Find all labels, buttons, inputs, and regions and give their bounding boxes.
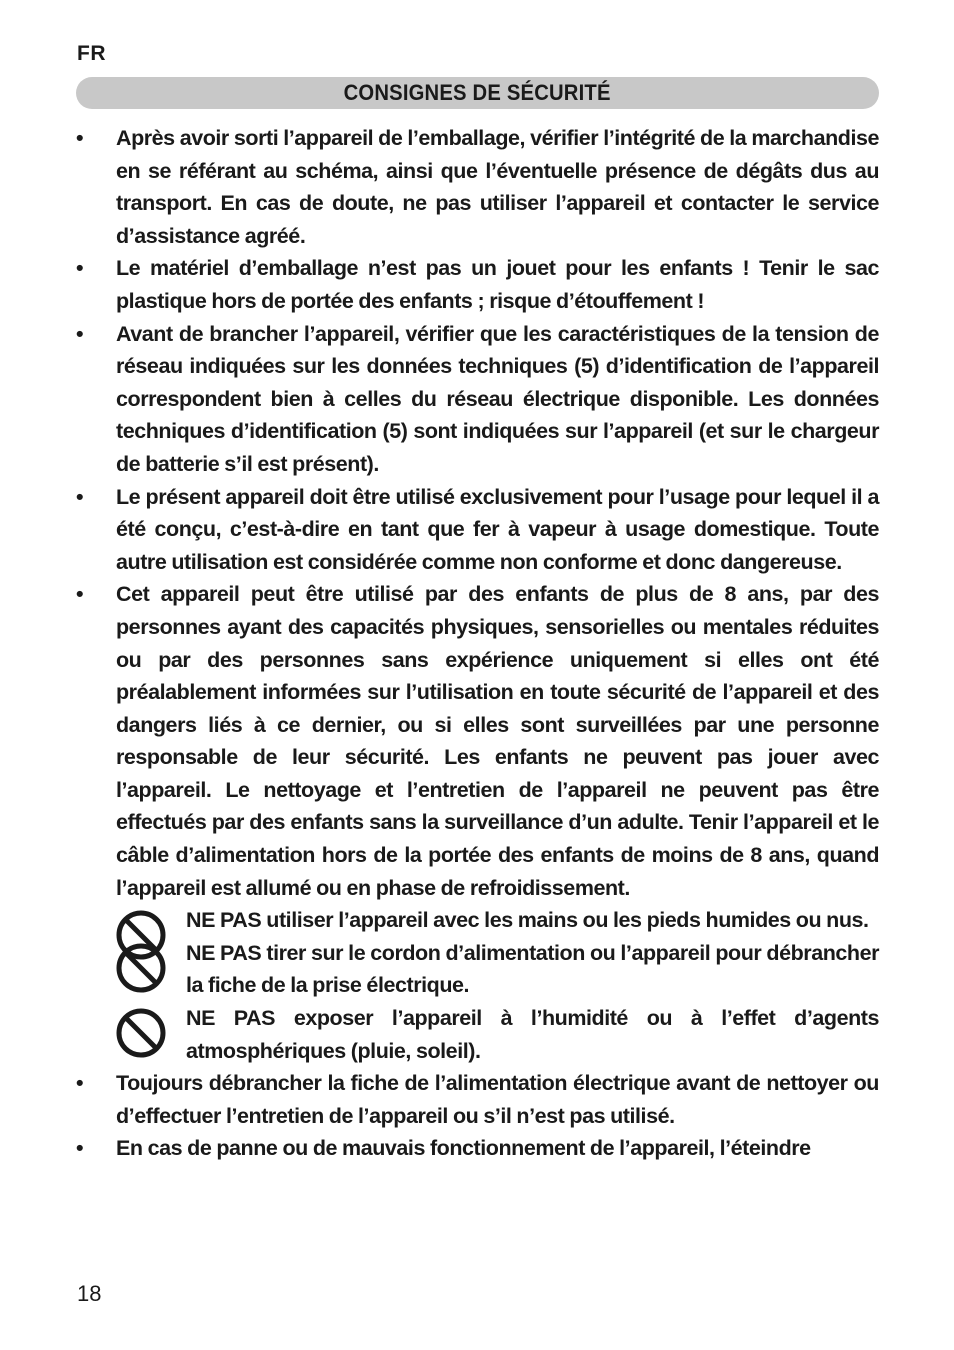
bullet-item (76, 481, 879, 579)
bullet-text: Avant de brancher l’appareil, vérifier que les caractéristiques de la tension de réseau indiquées sur les données techniques (5) d’identification de l’appareil correspondent bien à celles du réseau électrique disponible. Les données techniques d’identification (5) sont indiquées sur l’appareil (et sur le chargeur de batterie s’il est présent). (116, 321, 879, 476)
warning-text: NE PAS utiliser l’appareil avec les mains ou les pieds humides ou nus. (186, 908, 869, 933)
bullet-item (76, 252, 879, 317)
prohibition-icon (115, 942, 167, 994)
bullet-text: Le présent appareil doit être utilisé exclusivement pour l’usage pour lequel il a été conçu, c’est-à-dire en tant que fer à vapeur à usage domestique. Toute autre utilisation est considérée comme non conforme et donc dangereuse. (116, 484, 879, 574)
section-title-bar (76, 77, 879, 109)
bullet-text: Le matériel d’emballage n’est pas un jouet pour les enfants ! Tenir le sac plastique hors de portée des enfants ; risque d’étouffement ! (116, 256, 879, 313)
safety-instructions (76, 122, 879, 1165)
section-title: CONSIGNES DE SÉCURITÉ (343, 80, 612, 105)
warning-item (76, 1002, 879, 1067)
bullet-text: Après avoir sorti l’appareil de l’emballage, vérifier l’intégrité de la marchandise en se référant au schéma, ainsi que l’éventuelle présence de dégâts dus au transport. En cas de doute, ne pas utiliser l’appareil et contacter le service d’assistance agréé. (116, 126, 880, 248)
bullet-marker: • (76, 582, 84, 607)
bullet-text: Cet appareil peut être utilisé par des enfants de plus de 8 ans, par des personnes ayant des capacités physiques, sensorielles ou mentales réduites ou par des personnes sans expérience uniquement si elles ont été préalablement informées sur l’utilisation en toute sécurité de l’appareil et des dangers liés à ce dernier, ou si elles sont surveillées par une personne responsable de leur sécurité. Les enfants ne peuvent pas jouer avec l’appareil. Le nettoyage et l’entretien de l’appareil ne peuvent pas être effectués par des enfants sans la surveillance d’un adulte. Tenir l’appareil et le câble d’alimentation hors de la portée des enfants de moins de 8 ans, quand l’appareil est allumé ou en phase de refroidissement. (116, 582, 879, 900)
bullet-item (76, 1067, 879, 1132)
bullet-text: En cas de panne ou de mauvais fonctionnement de l’appareil, l’éteindre (116, 1136, 811, 1161)
bullet-item (76, 1132, 879, 1165)
warning-item (76, 937, 879, 1002)
bullet-marker: • (76, 1071, 84, 1096)
bullet-item (76, 578, 879, 904)
bullet-item (76, 122, 879, 252)
bullet-marker: • (76, 1136, 84, 1161)
bullet-marker: • (76, 256, 84, 281)
warning-item (76, 904, 879, 937)
bullet-text: Toujours débrancher la fiche de l’alimentation électrique avant de nettoyer ou d’effectuer l’entretien de l’appareil ou s’il n’est pas utilisé. (116, 1071, 879, 1128)
warning-text: NE PAS exposer l’appareil à l’humidité ou à l’effet d’agents atmosphériques (pluie, soleil). (186, 1006, 879, 1063)
bullet-item (76, 318, 879, 481)
bullet-marker: • (76, 126, 84, 150)
language-tag: FR (77, 42, 106, 65)
warning-text: NE PAS tirer sur le cordon d’alimentation ou l’appareil pour débrancher la fiche de la prise électrique. (186, 940, 879, 998)
bullet-marker: • (76, 484, 84, 509)
prohibition-icon (115, 1007, 167, 1059)
bullet-marker: • (76, 321, 84, 346)
page-number: 18 (77, 1281, 102, 1306)
